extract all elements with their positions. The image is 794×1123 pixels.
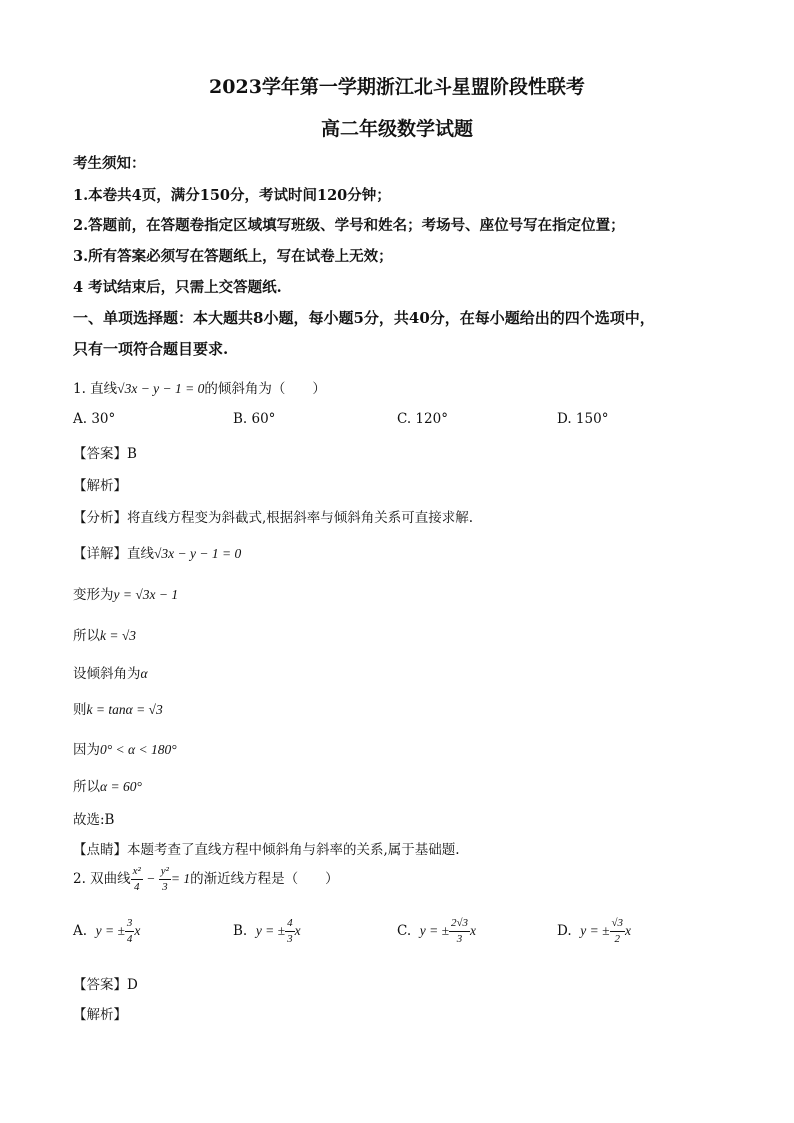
q1-step-5-text: 因为 [73,742,100,758]
q1-step-6-text: 所以 [73,779,100,795]
q2-fraction-x [131,866,143,893]
notice-heading: 考生须知： [73,155,146,172]
q2-option-c-label: C. [397,923,412,939]
q1-detail [73,542,241,562]
question-2: 2. 双曲线 $\frac{\text{x²}}{4}$ − $\frac{\text{y²}}{3}$ = 1的渐近线方程是（ ） [73,865,339,893]
q2-option-a-fraction [125,918,135,945]
q1-step-1-text: 变形为 [73,587,114,603]
q1-step-2-equation: k = √3 [100,628,137,643]
q1-detail-equation: √3x − y − 1 = 0 [154,546,242,561]
q1-fenxi: 【分析】将直线方程变为斜截式,根据斜率与倾斜角关系可直接求解. [73,510,474,526]
question-1 [73,377,326,397]
q2-option-c-den: 3 [456,933,463,945]
q2-option-a [73,918,140,945]
q1-step-5 [73,738,177,758]
q2-option-b-var: x [294,923,301,938]
q1-step-5-equation: 0° < α < 180° [100,742,177,757]
q2-option-c-var: x [470,923,477,938]
q1-choose: 故选:B [73,812,115,828]
q2-option-b-label: B. [233,923,248,939]
notice-item-4: 4 考试结束后，只需上交答题纸. [73,279,282,296]
q2-option-c [397,918,476,945]
question-1-prefix: 1. 直线 [73,381,118,397]
question-2-suffix: 的渐近线方程是（ ） [190,871,339,887]
q1-comment: 【点睛】本题考查了直线方程中倾斜角与斜率的关系,属于基础题. [73,842,460,858]
q1-step-2-text: 所以 [73,628,100,644]
q2-analysis-label: 【解析】 [73,1007,127,1023]
notice-item-1: 1.本卷共4页，满分150分，考试时间120分钟； [73,187,391,204]
q1-step-3-text: 设倾斜角为 [73,666,141,682]
q2-option-a-label: A. [73,923,88,939]
q2-option-b-pre: y = ± [255,923,286,938]
section-heading-line1: 一、单项选择题：本大题共8小题，每小题5分，共40分，在每小题给出的四个选项中， [73,309,655,327]
q1-step-4-text: 则 [73,702,87,718]
q2-eq-tail: = 1 [170,871,191,886]
question-1-suffix: 的倾斜角为（ ） [204,381,326,397]
q1-detail-label: 【详解】 [73,546,127,562]
q2-option-c-fraction [449,918,470,945]
q2-option-d-label: D. [557,923,572,939]
q2-option-c-pre: y = ± [419,923,449,938]
q1-step-6 [73,775,142,795]
q2-option-d-fraction [610,918,626,945]
exam-title: 2023学年第一学期浙江北斗星盟阶段性联考 [209,76,585,98]
q2-option-b-num: 4 [285,918,295,932]
q2-option-d-num: √3 [610,918,626,932]
q1-step-4-equation: k = tanα = √3 [86,702,163,717]
q1-answer: 【答案】B [73,446,137,462]
q2-option-d-den: 2 [614,933,621,945]
q1-step-6-equation: α = 60° [100,779,142,794]
q2-answer: 【答案】D [73,977,138,993]
q2-option-b [233,918,301,945]
q2-option-a-var: x [134,923,141,938]
q2-option-b-den: 3 [287,933,293,945]
q1-option-c: C. 120° [397,411,448,427]
q2-option-a-den: 4 [126,933,133,945]
q1-step-2 [73,624,136,644]
q1-option-a: A. 30° [73,411,116,427]
q2-fraction-y [159,866,171,893]
q2-option-d-pre: y = ± [580,923,610,938]
q1-option-d: D. 150° [557,411,609,427]
q1-analysis-label: 【解析】 [73,478,127,494]
q2-fraction-x-den: 4 [134,881,140,893]
q1-step-4 [73,698,163,718]
q2-option-a-pre: y = ± [95,923,125,938]
notice-item-2: 2.答题前，在答题卷指定区域填写班级、学号和姓名；考场号、座位号写在指定位置； [73,217,625,234]
q2-fraction-y-den: 3 [162,881,168,893]
q2-fraction-x-num: x² [131,866,143,880]
q2-option-d-var: x [625,923,632,938]
q1-step-1-equation: y = √3x − 1 [113,587,179,602]
question-1-equation: √3x − y − 1 = 0 [117,381,205,396]
q2-option-d [557,918,631,945]
q1-step-3-equation: α [140,666,148,681]
q1-step-3 [73,662,148,682]
section-heading-line2: 只有一项符合题目要求. [73,340,229,358]
exam-subtitle: 高二年级数学试题 [320,118,473,140]
q1-step-1 [73,583,178,603]
q2-option-a-num: 3 [125,918,135,932]
q2-fraction-y-num: y² [159,866,171,880]
q2-option-b-fraction [285,918,295,945]
notice-item-3: 3.所有答案必须写在答题纸上，写在试卷上无效； [73,248,393,265]
question-2-prefix: 2. 双曲线 [73,871,131,887]
q1-option-b: B. 60° [233,411,276,427]
q1-detail-text: 直线 [127,546,154,562]
q2-option-c-num: 2√3 [449,918,470,932]
